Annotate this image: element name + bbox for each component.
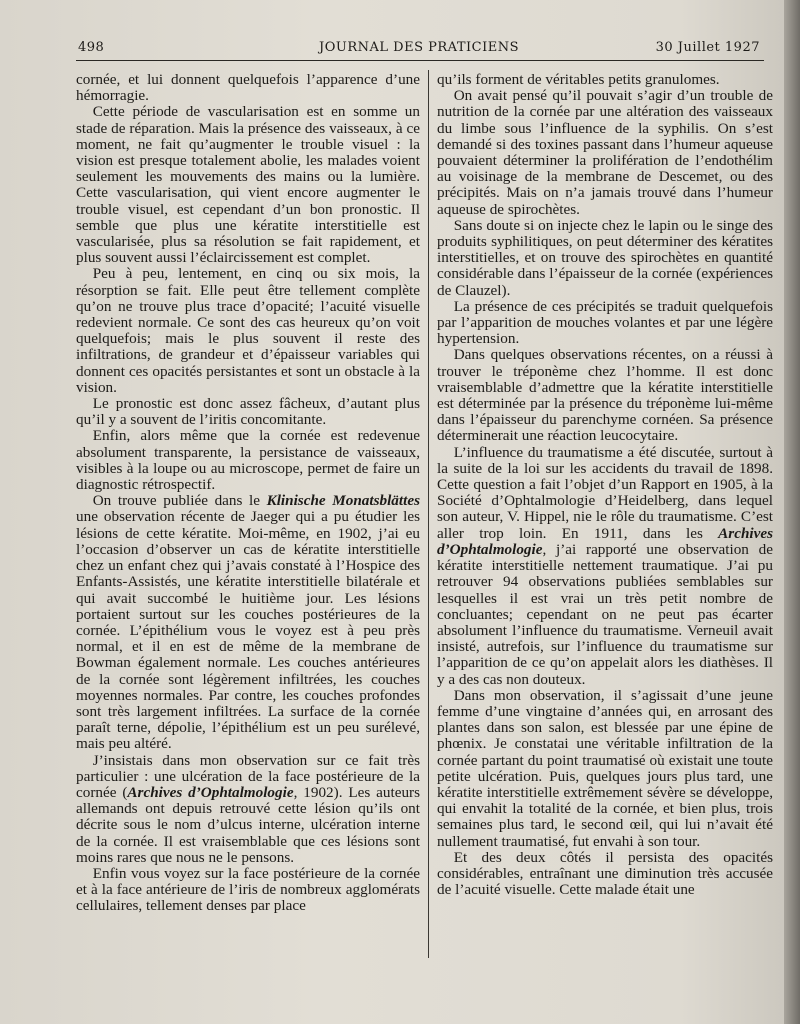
paragraph xyxy=(76,493,420,752)
paragraph: Le pronostic est donc assez fâcheux, d’autant plus qu’il y a souvent de l’iritis concomitante. xyxy=(76,395,420,429)
journal-citation: Archives d’Ophtalmologie xyxy=(437,524,773,558)
page-number: 498 xyxy=(78,40,105,55)
paragraph: Enfin, alors même que la cornée est redevenue absolument transparente, la persistance de vaisseaux, visibles à la loupe ou au microscope, permet de faire un diagnostic rétrospectif. xyxy=(76,427,420,494)
paragraph: Enfin vous voyez sur la face postérieure de la cornée et à la face antérieure de l’iris de nombreux agglomérats cellulaires, tellement denses par place xyxy=(76,864,420,915)
paragraph: La présence de ces précipités se traduit quelquefois par l’apparition de mouches volantes et par une légère hypertension. xyxy=(437,297,773,348)
paragraph: Dans quelques observations récentes, on a réussi à trouver le tréponème chez l’homme. Il est donc vraisemblable d’admettre que la kératite interstitielle est déterminée par la présence du tréponème lui-même dans l’épaisseur du parenchyme cornéen. Sa présence déterminerait une réaction leucocytaire. xyxy=(437,346,773,445)
paragraph: On avait pensé qu’il pouvait s’agir d’un trouble de nutrition de la cornée par une altération des vaisseaux du limbe sous l’influence de la syphilis. On s’est demandé si des toxines passant dans l’humeur aqueuse pouvaient déterminer la prolifération de l’endothélim au voisinage de la membrane de Descemet, ou des précipités. Mais on n’a jamais trouvé dans l’humeur aqueuse de spirochètes. xyxy=(437,87,773,218)
text-run: une observation récente de Jaeger qui a pu étudier les lésions de cette kératite. Moi-même, en 1902, j’ai eu l’occasion d’observer un cas de kératite interstitielle chez un enfant chez qui j’avais constaté à l’Hospice des Enfants-Assistés, une kératite interstitielle bilatérale et qui avait succombé le huitième jour. Les lésions portaient surtout sur les couches postérieures de la cornée. L’épithélium vous le voyez est à peu près normal, et il en est de même de la membrane de Bowman également normale. Les couches antérieures de la cornée sont légèrement infiltrées, les couches moyennes normales. Par contre, les couches profondes sont très largement infiltrées. La surface de la cornée paraît terne, dépolie, l’épithélium est un peu surélevé, mais peu altéré. xyxy=(76,508,420,753)
paragraph: Cette période de vascularisation est en somme un stade de réparation. Mais la présence des vaisseaux, à ce moment, ne fait qu’augmenter le trouble visuel : la vision est presque totalement abolie, les malades voient seulement les mouvements des mains ou la lumière. Cette vascularisation, qui vient encore augmenter le trouble visuel, est cependant d’un bon pronostic. Il semble que plus une kératite interstitielle est vascularisée, plus sa résolution se fait rapidement, et plus souvent aussi l’éclaircissement est complet. xyxy=(76,103,420,267)
paragraph: cornée, et lui donnent quelquefois l’apparence d’une hémorragie. xyxy=(76,71,420,105)
paragraph: Sans doute si on injecte chez le lapin ou le singe des produits syphilitiques, on peut déterminer des kératites interstitielles, et on trouve des spirochètes en quantité considérable dans l’épaisseur de la cornée (expériences de Clauzel). xyxy=(437,216,773,299)
page-header xyxy=(78,40,760,58)
paragraph: Peu à peu, lentement, en cinq ou six mois, la résorption se fait. Elle peut être tellement complète qu’on ne trouve plus trace d’opacité; l’acuité visuelle redevient normale. Ce sont des cas heureux qu’on voit quelquefois; mais le plus souvent il reste des infiltrations, de grandeur et d’épaisseur variables qui donnent ces opacités persistantes et sont un obstacle à la vision. xyxy=(76,265,420,396)
paragraph: qu’ils forment de véritables petits granulomes. xyxy=(437,71,720,88)
paragraph: Dans mon observation, il s’agissait d’une jeune femme d’une vingtaine d’années qui, en arrosant des plantes dans son salon, est blessée par une épine de phœnix. Je constatai une véritable infiltration de la cornée partant du point traumatisé où existait une toute petite ulcération. Puis, quelques jours plus tard, une kératite interstitielle extrêmement sévère se développe, qui envahit la totalité de la cornée, et bien plus, trois semaines plus tard, le second œil, qui lui n’avait été nullement traumatisé, fut envahi à son tour. xyxy=(437,686,773,850)
paragraph: Et des deux côtés il persista des opacités considérables, entraînant une diminution très accusée de l’acuité visuelle. Cette malade était une xyxy=(437,848,773,899)
text-run: , 1902). Les auteurs allemands ont depuis retrouvé cette lésion qu’ils ont décrite sous le nom d’ulcus interne, ulcération interne de la cornée. Il est vraisemblable que ces lésions sont moins rares que nous ne le pensons. xyxy=(76,783,421,866)
page-edge xyxy=(784,0,800,1024)
text-run: L’influence du traumatisme a été discutée, surtout à la suite de la loi sur les accidents du travail de 1898. Cette question a fait l’objet d’un Rapport en 1905, à la Société d’Ophtalmologie d’Heidelberg, dans lequel son auteur, V. Hippel, nie le rôle du traumatisme. C’est aller trop loin. En 1911, dans les xyxy=(437,443,773,542)
journal-title: JOURNAL DES PRATICIENS xyxy=(319,40,519,55)
paragraph xyxy=(437,445,773,688)
left-column xyxy=(76,72,420,915)
journal-citation: Archives d’Ophtalmologie xyxy=(127,783,294,801)
right-column xyxy=(437,72,773,898)
text-run: On trouve publiée dans le xyxy=(92,492,267,510)
text-run: J’insistais dans mon observation sur ce fait très particulier : une ulcération de la face postérieure de la cornée ( xyxy=(76,751,420,801)
header-rule xyxy=(76,60,764,61)
column-divider xyxy=(428,70,429,958)
issue-date: 30 Juillet 1927 xyxy=(655,40,760,55)
paragraph xyxy=(76,753,420,866)
text-run: , j’ai rapporté une observation de kératite interstitielle nettement traumatique. J’ai pu retrouver 94 observations publiées semblables sur lesquelles il est vrai un très petit nombre de concluantes; cependant on ne peut pas écarter absolument l’influence du traumatisme. Verneuil avait insisté, autrefois, sur l’influence du traumatisme sur l’apparition de ce qu’on appelait alors les diathèses. Il y a des cas non douteux. xyxy=(437,540,773,688)
journal-citation: Klinische Monatsblättes xyxy=(266,492,420,510)
